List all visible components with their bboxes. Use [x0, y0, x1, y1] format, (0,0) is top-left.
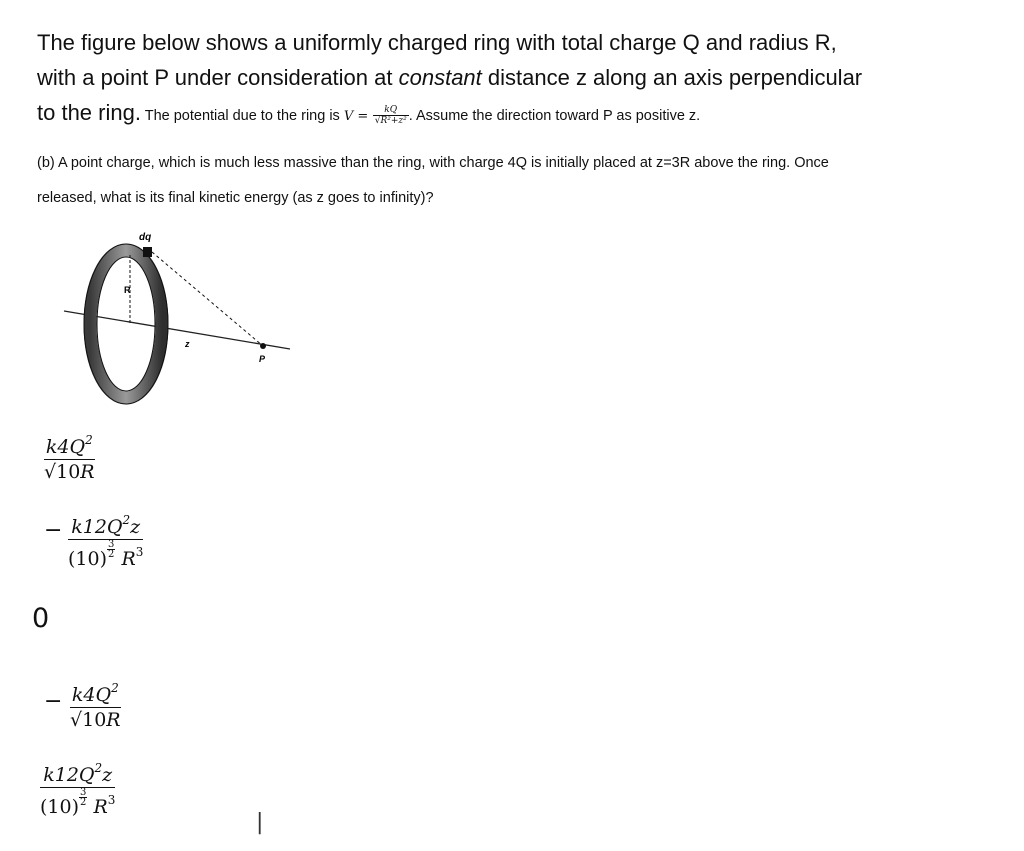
label-p: P [259, 354, 266, 364]
option-2-denominator: (10) $\frac{3}{2}$ $R^3$ [68, 539, 144, 570]
option-5-numerator: $k12Q^2z$ [43, 761, 113, 786]
option-4-minus: − [44, 689, 63, 714]
label-z: z [185, 339, 190, 349]
dq-element [143, 247, 152, 257]
ring-figure [60, 225, 300, 410]
option-1-denominator: √10R [44, 461, 95, 483]
line3-big: to the ring. [37, 100, 141, 125]
question-line-3 [37, 100, 700, 126]
text-cursor: | [256, 810, 264, 835]
option-2-numerator: $k12Q^2z$ [71, 513, 141, 538]
label-r: R [124, 285, 131, 295]
label-dq: dq [139, 232, 152, 243]
ring [90, 250, 162, 398]
part-b-line-2: released, what is its final kinetic energy (as z goes to infinity)? [37, 190, 434, 206]
ring-inner-edge [97, 257, 155, 391]
line3-small-after: . Assume the direction toward P as positive z. [408, 108, 701, 124]
line2-before: with a point P under consideration at [37, 65, 399, 90]
answer-option-2[interactable] [68, 508, 143, 571]
potential-fraction [373, 105, 409, 126]
option-1-numerator: $k4Q^2$ [45, 433, 93, 458]
answer-option-3[interactable]: 0 [32, 603, 50, 634]
answer-option-4[interactable] [70, 676, 121, 732]
constant-word: constant [398, 65, 482, 90]
potential-numerator: kQ [384, 105, 398, 116]
option-4-numerator: $k4Q^2$ [71, 681, 119, 706]
line3-small-before: The potential due to the ring is [140, 108, 344, 124]
dq-to-p-line [152, 252, 263, 346]
question-line-1: The figure below shows a uniformly charged ring with total charge Q and radius R, [37, 30, 837, 55]
line2-after: distance z along an axis perpendicular [481, 65, 863, 90]
potential-lhs: V = [343, 109, 369, 124]
question-line-2 [37, 65, 862, 91]
answer-option-1[interactable] [44, 428, 95, 484]
point-p [260, 343, 266, 349]
option-5-denominator: (10) $\frac{3}{2}$ $R^3$ [40, 787, 116, 818]
answer-option-5[interactable] [40, 756, 115, 819]
part-b-line-1: (b) A point charge, which is much less massive than the ring, with charge 4Q is initially placed at z=3R above the ring. Once [37, 155, 829, 171]
option-2-minus: − [44, 518, 63, 543]
option-4-denominator: √10R [70, 709, 121, 731]
potential-denominator: √R²+z² [374, 116, 407, 127]
